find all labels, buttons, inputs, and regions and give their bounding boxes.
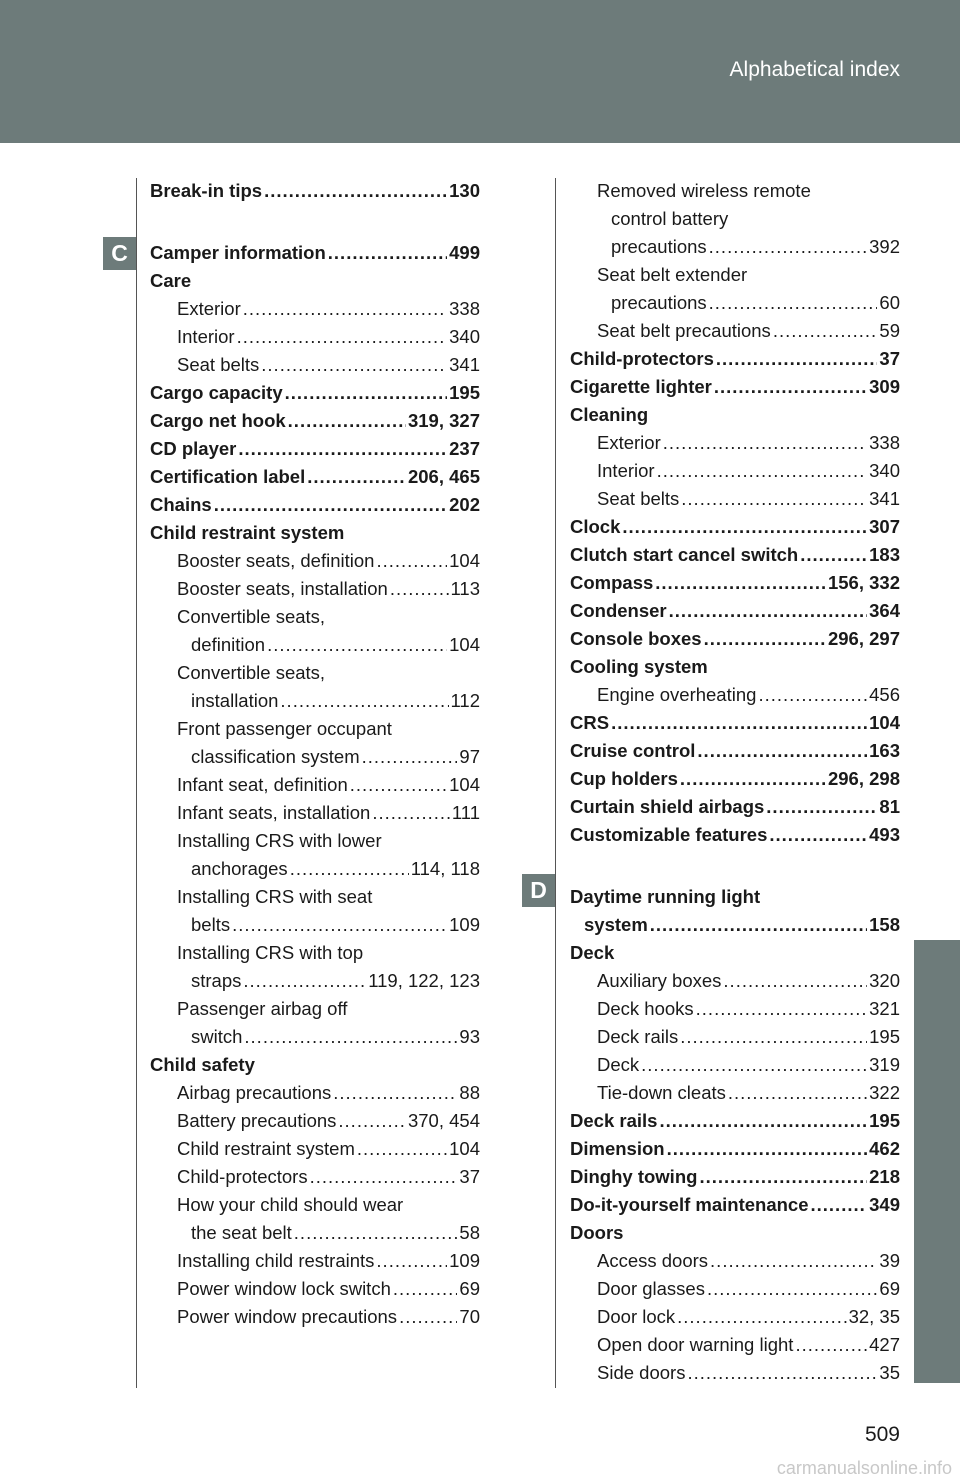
index-entry: system ..... 158 [570, 911, 900, 939]
index-entry: Customizable features ..... 493 [570, 821, 900, 849]
index-subentry: Infant seats, installation ..... 111 [150, 799, 480, 827]
index-subentry: Deck rails ..... 195 [570, 1023, 900, 1051]
index-entry: Console boxes ..... 296, 297 [570, 625, 900, 653]
index-subentry-line: Passenger airbag off [177, 998, 348, 1019]
index-entry: Cup holders ..... 296, 298 [570, 765, 900, 793]
index-subentry: switch ..... 93 [150, 1023, 480, 1051]
index-subentry: Power window lock switch ..... 69 [150, 1275, 480, 1303]
index-subentry: Access doors ..... 39 [570, 1247, 900, 1275]
index-subentry-line: Front passenger occupant [177, 718, 392, 739]
index-entry: Certification label ..... 206, 465 [150, 463, 480, 491]
index-subentry: the seat belt ..... 58 [150, 1219, 480, 1247]
index-subentry: Side doors ..... 35 [570, 1359, 900, 1387]
middle-rule [555, 178, 556, 1388]
index-entry: Curtain shield airbags ..... 81 [570, 793, 900, 821]
index-subentry: Engine overheating ..... 456 [570, 681, 900, 709]
index-subentry-line: Convertible seats, [177, 662, 326, 683]
index-entry: Camper information ..... 499 [150, 239, 480, 267]
index-subentry: Interior ..... 340 [570, 457, 900, 485]
index-subentry: straps ..... 119, 122, 123 [150, 967, 480, 995]
index-heading: Daytime running light [570, 886, 761, 907]
page-number: 509 [864, 1423, 900, 1446]
index-subentry: Airbag precautions ..... 88 [150, 1079, 480, 1107]
index-subentry: Seat belts ..... 341 [570, 485, 900, 513]
index-heading: Child restraint system [150, 522, 345, 543]
page-header [0, 0, 960, 143]
index-column-1 [150, 177, 480, 1331]
index-subentry: Door glasses ..... 69 [570, 1275, 900, 1303]
index-subentry: Deck ..... 319 [570, 1051, 900, 1079]
index-subentry: definition ..... 104 [150, 631, 480, 659]
index-subentry: Interior ..... 340 [150, 323, 480, 351]
index-entry: Compass ..... 156, 332 [570, 569, 900, 597]
index-entry: Deck rails ..... 195 [570, 1107, 900, 1135]
index-heading: Doors [570, 1222, 624, 1243]
index-heading: Cooling system [570, 656, 708, 677]
index-subentry: installation ..... 112 [150, 687, 480, 715]
index-entry: Child-protectors ..... 37 [570, 345, 900, 373]
index-subentry: Booster seats, installation ..... 113 [150, 575, 480, 603]
index-subentry: Power window precautions ..... 70 [150, 1303, 480, 1331]
watermark-text: carmanualsonline.info [776, 1458, 952, 1478]
index-entry: Cargo capacity ..... 195 [150, 379, 480, 407]
index-subentry: Seat belts ..... 341 [150, 351, 480, 379]
index-heading: Cleaning [570, 404, 649, 425]
index-subentry-line: control battery [611, 208, 729, 229]
index-subentry-line: Seat belt extender [597, 264, 748, 285]
header-title: Alphabetical index [729, 58, 900, 81]
index-subentry: Infant seat, definition ..... 104 [150, 771, 480, 799]
index-entry: Clutch start cancel switch ..... 183 [570, 541, 900, 569]
index-subentry: Child-protectors ..... 37 [150, 1163, 480, 1191]
index-subentry: Seat belt precautions ..... 59 [570, 317, 900, 345]
index-subentry: Installing child restraints ..... 109 [150, 1247, 480, 1275]
index-subentry: Auxiliary boxes ..... 320 [570, 967, 900, 995]
index-subentry: Deck hooks ..... 321 [570, 995, 900, 1023]
side-thumb-tab [914, 940, 960, 1383]
index-subentry-line: Installing CRS with lower [177, 830, 382, 851]
index-entry: Cruise control ..... 163 [570, 737, 900, 765]
index-entry: Cigarette lighter ..... 309 [570, 373, 900, 401]
index-heading: Deck [570, 942, 615, 963]
index-subentry: Tie-down cleats ..... 322 [570, 1079, 900, 1107]
index-subentry: Booster seats, definition ..... 104 [150, 547, 480, 575]
index-subentry: Exterior ..... 338 [570, 429, 900, 457]
letter-tab-d: D [522, 874, 555, 907]
index-subentry: Open door warning light ..... 427 [570, 1331, 900, 1359]
index-entry: Clock ..... 307 [570, 513, 900, 541]
index-subentry-line: Convertible seats, [177, 606, 326, 627]
index-subentry: Exterior ..... 338 [150, 295, 480, 323]
index-subentry-line: Installing CRS with top [177, 942, 364, 963]
index-subentry: classification system ..... 97 [150, 743, 480, 771]
index-entry: Chains ..... 202 [150, 491, 480, 519]
index-entry: CD player ..... 237 [150, 435, 480, 463]
index-subentry: anchorages ..... 114, 118 [150, 855, 480, 883]
index-entry: Condenser ..... 364 [570, 597, 900, 625]
index-column-2 [570, 177, 900, 1387]
index-subentry-line: Removed wireless remote [597, 180, 811, 201]
index-entry: Cargo net hook ..... 319, 327 [150, 407, 480, 435]
index-subentry: precautions ..... 392 [570, 233, 900, 261]
index-entry: Dimension ..... 462 [570, 1135, 900, 1163]
index-subentry-line: How your child should wear [177, 1194, 404, 1215]
index-subentry: belts ..... 109 [150, 911, 480, 939]
index-subentry: Door lock ..... 32, 35 [570, 1303, 900, 1331]
letter-tab-c: C [103, 237, 136, 270]
index-entry: Break-in tips ..... 130 [150, 177, 480, 205]
index-entry: Dinghy towing ..... 218 [570, 1163, 900, 1191]
index-subentry: Child restraint system ..... 104 [150, 1135, 480, 1163]
index-subentry: Battery precautions ..... 370, 454 [150, 1107, 480, 1135]
index-entry: Do-it-yourself maintenance ..... 349 [570, 1191, 900, 1219]
index-subentry: precautions ..... 60 [570, 289, 900, 317]
index-heading: Child safety [150, 1054, 255, 1075]
index-heading: Care [150, 270, 192, 291]
index-subentry-line: Installing CRS with seat [177, 886, 373, 907]
left-rule [136, 178, 137, 1388]
index-entry: CRS ..... 104 [570, 709, 900, 737]
